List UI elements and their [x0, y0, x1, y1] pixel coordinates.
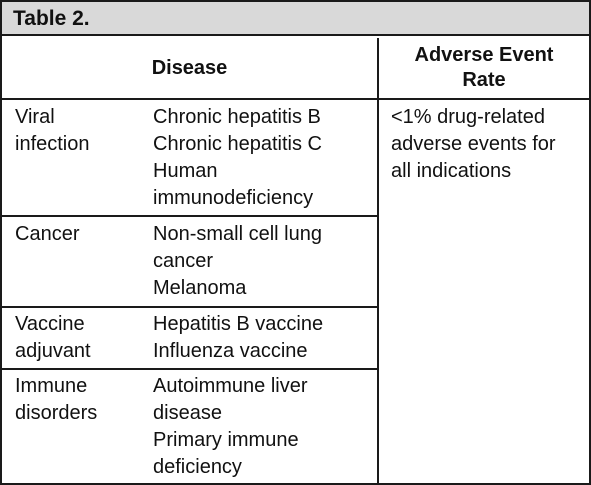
row-divider: [2, 215, 377, 217]
disease-item: disease: [153, 402, 222, 424]
table-caption: Table 2.: [2, 2, 589, 36]
category-viral-infection: [15, 104, 140, 158]
header-adverse-event-rate: [379, 38, 589, 98]
disease-item: Chronic hepatitis B: [153, 106, 321, 128]
category-line: infection: [15, 133, 90, 155]
category-cancer: [15, 221, 140, 248]
rate-line: <1% drug-related: [391, 106, 545, 128]
row-divider: [2, 306, 377, 308]
disease-item: Non-small cell lung: [153, 223, 322, 245]
disease-item: Autoimmune liver: [153, 375, 308, 397]
category-line: Cancer: [15, 223, 80, 245]
disease-item: Influenza vaccine: [153, 340, 308, 362]
category-immune-disorders: [15, 373, 140, 427]
category-line: adjuvant: [15, 340, 91, 362]
disease-item: cancer: [153, 250, 214, 272]
disease-item: immunodeficiency: [153, 187, 314, 209]
disease-list-cancer: [153, 221, 375, 302]
disease-item: Melanoma: [153, 277, 247, 299]
rate-line: adverse events for: [391, 133, 556, 155]
category-vaccine-adjuvant: [15, 311, 140, 365]
rate-line: all indications: [391, 160, 512, 182]
disease-item: Human: [153, 160, 218, 182]
disease-list-viral-infection: [153, 104, 375, 212]
column-divider: [377, 38, 379, 485]
category-line: Immune: [15, 375, 88, 397]
disease-item: Primary immune: [153, 429, 299, 451]
disease-list-vaccine-adjuvant: [153, 311, 375, 365]
row-divider: [2, 368, 377, 370]
header-rate-line-2: Rate: [462, 69, 506, 91]
category-line: Vaccine: [15, 313, 85, 335]
disease-item: Hepatitis B vaccine: [153, 313, 324, 335]
disease-item: Chronic hepatitis C: [153, 133, 322, 155]
header-rate-line-1: Adverse Event: [414, 44, 554, 66]
disease-list-immune-disorders: [153, 373, 375, 481]
header-disease: Disease: [151, 56, 228, 79]
disease-item: deficiency: [153, 456, 242, 478]
adverse-event-rate-cell: [391, 104, 586, 185]
header-divider: [2, 98, 589, 100]
category-line: disorders: [15, 402, 98, 424]
category-line: Viral: [15, 106, 55, 128]
